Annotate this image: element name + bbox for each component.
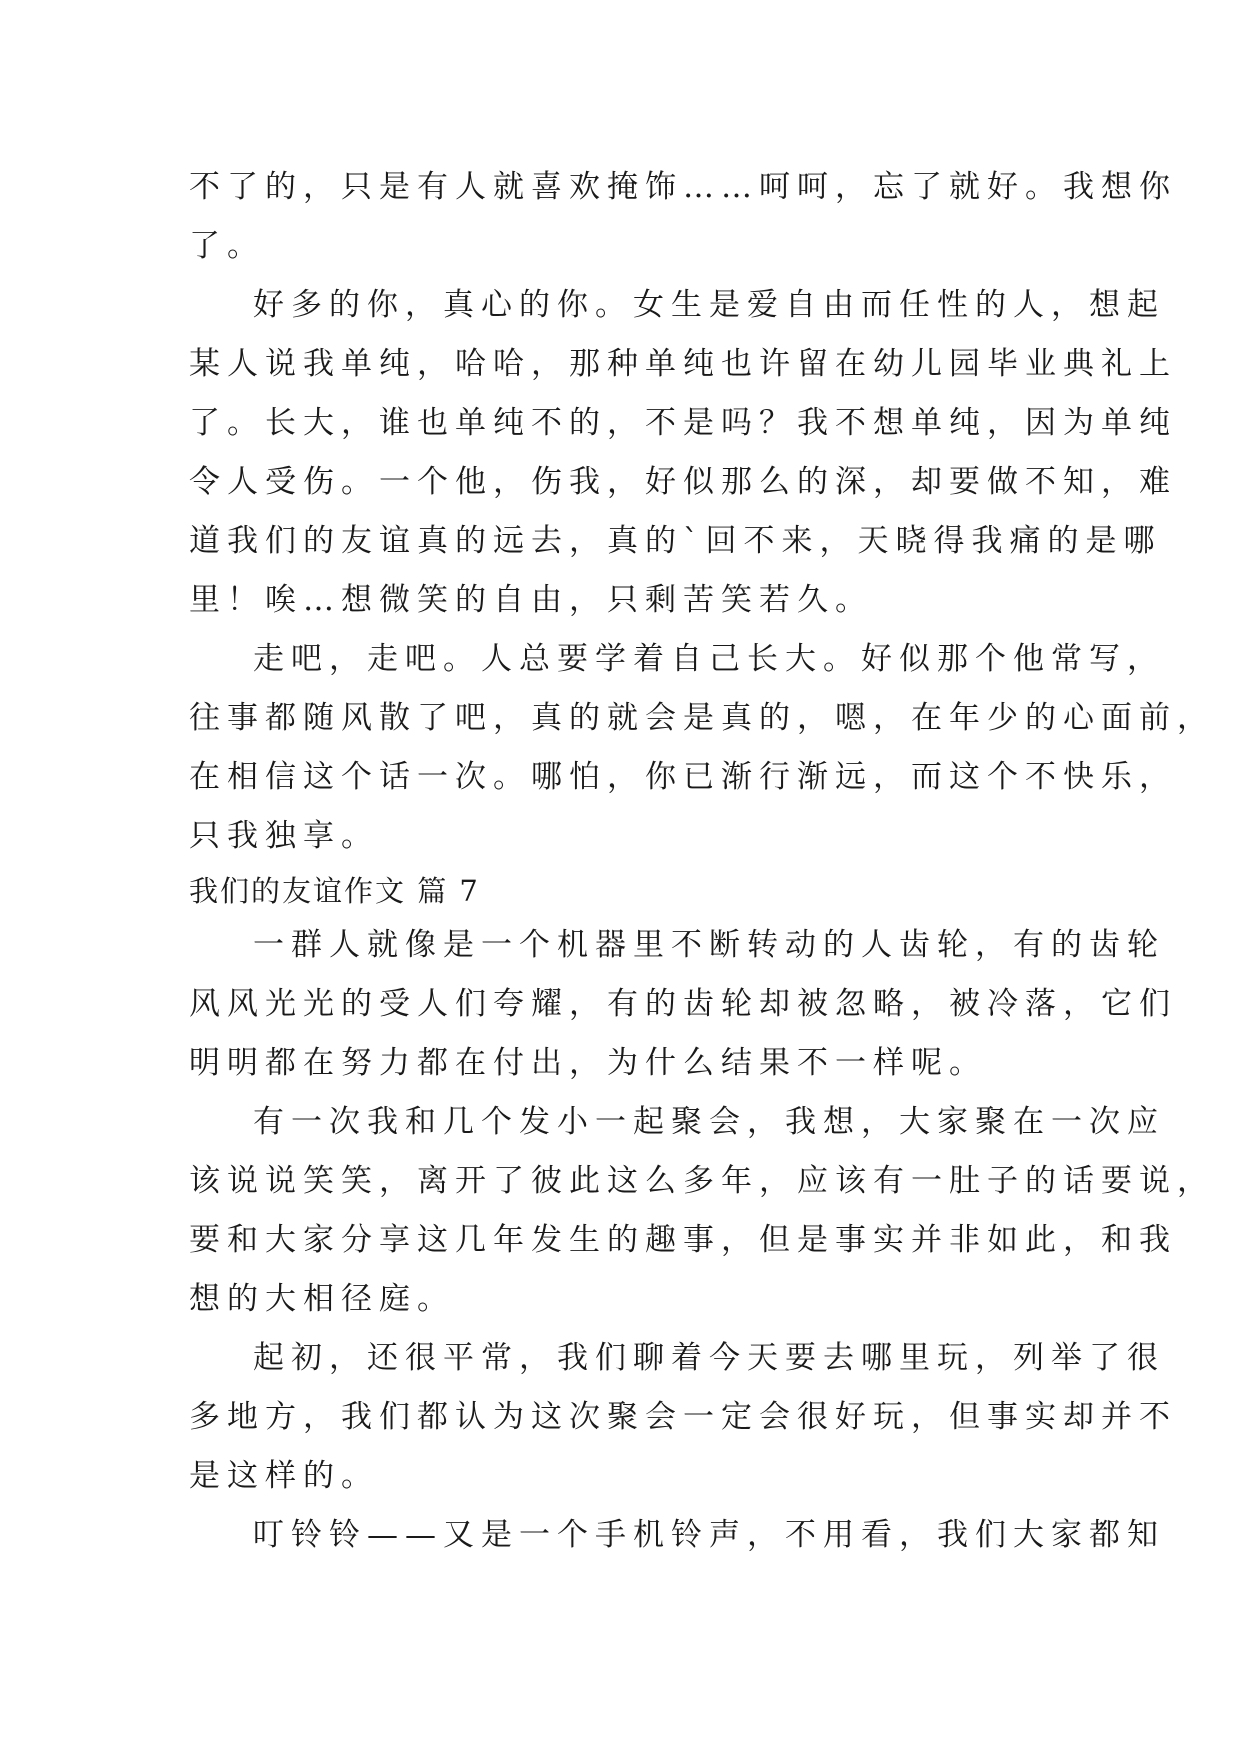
text-line: 道我们的友谊真的远去，真的`回不来，天晓得我痛的是哪 [189,523,1162,559]
paragraph-start-line: 一群人就像是一个机器里不断转动的人齿轮，有的齿轮 [253,927,1165,963]
text-line: 多地方，我们都认为这次聚会一定会很好玩，但事实却并不 [189,1399,1177,1435]
text-line: 了。长大，谁也单纯不的，不是吗？我不想单纯，因为单纯 [189,405,1177,441]
text-line: 了。 [189,228,265,264]
text-line: 想的大相径庭。 [189,1281,455,1317]
text-line: 里！唉…想微笑的自由，只剩苦笑若久。 [189,582,873,618]
text-line: 风风光光的受人们夸耀，有的齿轮却被忽略，被冷落，它们 [189,986,1177,1022]
text-line: 要和大家分享这几年发生的趣事，但是事实并非如此，和我 [189,1222,1177,1258]
paragraph-start-line: 叮铃铃——又是一个手机铃声，不用看，我们大家都知 [253,1517,1165,1553]
paragraph-start-line: 有一次我和几个发小一起聚会，我想，大家聚在一次应 [253,1104,1165,1140]
text-line: 是这样的。 [189,1458,379,1494]
text-line: 该说说笑笑，离开了彼此这么多年，应该有一肚子的话要说， [189,1163,1215,1199]
text-line: 不了的，只是有人就喜欢掩饰……呵呵，忘了就好。我想你 [189,169,1177,205]
paragraph-start-line: 起初，还很平常，我们聊着今天要去哪里玩，列举了很 [253,1340,1165,1376]
paragraph-start-line: 好多的你，真心的你。女生是爱自由而任性的人，想起 [253,287,1165,323]
paragraph-start-line: 走吧，走吧。人总要学着自己长大。好似那个他常写， [253,641,1165,677]
text-line: 明明都在努力都在付出，为什么结果不一样呢。 [189,1045,987,1081]
text-line: 往事都随风散了吧，真的就会是真的，嗯，在年少的心面前， [189,700,1215,736]
text-line: 在相信这个话一次。哪怕，你已渐行渐远，而这个不快乐， [189,759,1177,795]
text-line: 某人说我单纯，哈哈，那种单纯也许留在幼儿园毕业典礼上 [189,346,1177,382]
section-heading: 我们的友谊作文 篇 7 [189,874,480,908]
text-line: 令人受伤。一个他，伤我，好似那么的深，却要做不知，难 [189,464,1177,500]
text-line: 只我独享。 [189,818,379,854]
document-page [189,158,1215,1565]
